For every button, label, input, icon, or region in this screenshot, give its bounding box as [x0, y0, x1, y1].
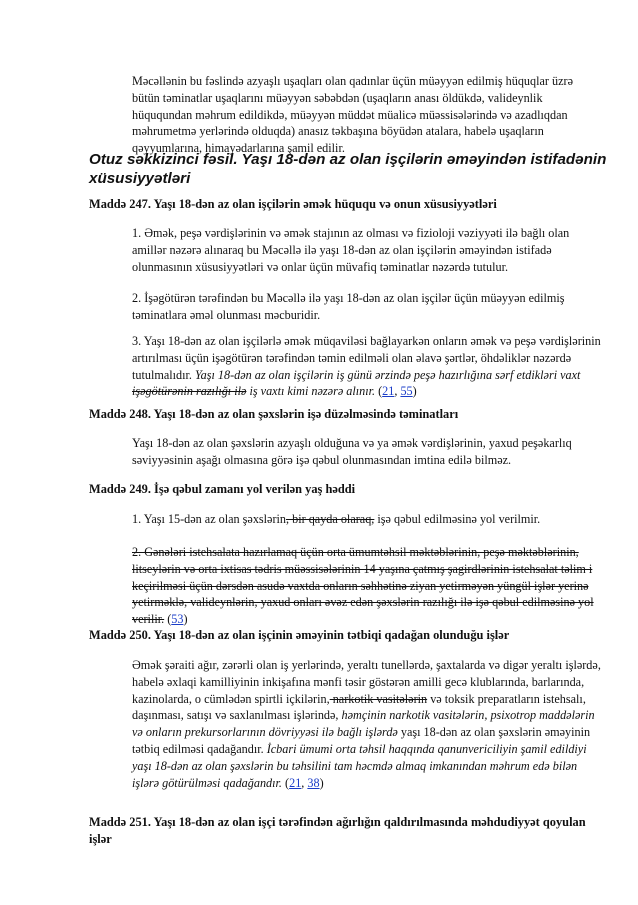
article-248-heading: Maddə 248. Yaşı 18-dən az olan şəxslərin işə düzəlməsində təminatları — [89, 407, 459, 421]
reference-link-38[interactable]: 38 — [307, 775, 320, 790]
article-250-p1-struck: narkotik vasitələrin — [329, 691, 428, 706]
article-247-heading: Maddə 247. Yaşı 18-dən az olan işçilərin əmək hüququ və onun xüsusiyyətləri — [89, 197, 497, 211]
ref-open: ( — [378, 384, 383, 399]
article-249-paragraph-2 — [132, 544, 602, 628]
article-249-p2-struck: 2. Gənələri istehsalata hazırlamaq üçün orta ümumtəhsil məktəblərinin, peşə məktəblərinin, litseylərin və orta ixtisas tədris müəssisələrinin 14 yaşına çatmış şagirdlərinin istehsalat təlim i keçirilməsi üçün dərsdən asudə vaxtda onların səhhətinə ziyan yetirməyən yüngül işlər yerinə yetirməklə, valideynlərin, yaxud onları əvəz edən şəxslərin razılığı ilə işə qəbul edilməsinə yol verilir. — [132, 545, 594, 627]
article-250-p1-italic-2: İcbari ümumi orta təhsil haqqında qanunvericiliyin şamil edildiyi yaşı 18-dən az olan şəxslərin bu təhsilini tam həcmdə almaq imkanından məhrum edə bilən işlərə götürülməsi qadağandır. — [132, 741, 587, 790]
article-247-p3-text: 3. Yaşı 18-dən az olan işçilərlə əmək müqaviləsi bağlayarkən onların əmək və peşə vərdişlərinin artırılması üçün işəgötürən tərəfindən təmin edilməli olan əlavə şərtlər, öhdəliklər nəzərdə tutulmalıdır. — [132, 334, 601, 382]
reference-link-21[interactable]: 21 — [382, 384, 395, 399]
reference-link-21[interactable]: 21 — [289, 775, 302, 790]
article-250-heading: Maddə 250. Yaşı 18-dən az olan işçinin əməyinin tətbiqi qadağan olunduğu işlər — [89, 628, 510, 642]
article-247-p3-italic: Yaşı 18-dən az olan işçilərin iş günü ərzində peşə hazırlığına sərf etdikləri vaxt — [194, 367, 581, 382]
chapter-title: Otuz səkkizinci fəsil. Yaşı 18-dən az olan işçilərin əməyindən istifadənin xüsusiyyətləri — [89, 151, 607, 187]
article-250-p1-text: Əmək şəraiti ağır, zərərli olan iş yerlərində, yeraltı tunellərdə, şaxtalarda və digər yeraltı işlərdə, habelə əxlaqi kamilliyinin inkişafına mənfi təsir göstərən amilli gecə klublarında, barlarında, kazinolarda, o cümlədən spirtli içkilərin, — [132, 658, 601, 706]
intro-paragraph: Məcəllənin bu fəslində azyaşlı uşaqları olan qadınlar üçün müəyyən edilmiş hüquqlar üzrə bütün təminatlar uşaqlarını müəyyən səbəbdən (uşaqların anası öldükdə, valideynlik hüququndan məhrum edildikdə, müəyyən müddət müalicə müəssisələrində və azadlıqdan məhrumetmə yerlərində olduqda) anasız təkbaşına böyüdən atalara, habelə uşaqların qəyyumlarına, himayədarlarına şamil edilir. — [132, 74, 573, 156]
reference-link-55[interactable]: 55 — [400, 384, 413, 399]
article-250-p1-text-2: və toksik preparatların istehsalı, daşınması, satışı və saxlanılması işlərində, — [132, 691, 586, 723]
article-249-p1-struck: , bir qayda olaraq, — [286, 512, 375, 526]
ref-separator: , — [394, 384, 401, 399]
article-251-heading: Maddə 251. Yaşı 18-dən az olan işçi tərəfindən ağırlığın qaldırılmasında məhdudiyyət qoyulan işlər — [89, 815, 586, 846]
article-247-p3-italic-end: iş vaxtı kimi nəzərə alınır. — [249, 384, 376, 399]
article-249-p1-text-end: işə qəbul edilməsinə yol verilmir. — [374, 512, 541, 526]
article-247-paragraph-2: 2. İşəgötürən tərəfindən bu Məcəllə ilə yaşı 18-dən az olan işçilər üçün müəyyən edilmiş təminatlara əməl olunması məcburidir. — [132, 291, 565, 322]
ref-close: ) — [183, 612, 188, 627]
article-247-paragraph-3 — [132, 333, 602, 400]
article-249-paragraph-1 — [132, 511, 602, 528]
ref-separator: , — [301, 775, 308, 790]
article-249-heading: Maddə 249. İşə qəbul zamanı yol verilən yaş həddi — [89, 482, 356, 496]
article-247-paragraph-1: 1. Əmək, peşə vərdişlərinin və əmək stajının az olması və fizioloji vəziyyəti ilə bağlı olan amillər nəzərə alınaraq bu Məcəllə ilə yaşı 18-dən az olan işçilərin əməyindən istifadə olunmasının xüsusiyyətləri və onlar üçün müvafiq təminatlar nəzərdə tutulur. — [132, 226, 570, 274]
article-250-paragraph — [132, 657, 602, 791]
article-250-p1-italic-1: həmçinin narkotik vasitələrin, psixotrop maddələrin və onların prekursorlarının dövriyyəsi ilə bağlı işlərdə — [132, 708, 595, 740]
ref-close: ) — [412, 384, 417, 399]
ref-open: ( — [281, 775, 290, 790]
article-249-p1-text: 1. Yaşı 15-dən az olan şəxslərin — [132, 512, 287, 526]
ref-open: ( — [164, 612, 172, 627]
article-247-p3-struck: işəgötürənin razılığı ilə — [132, 384, 247, 399]
article-250-p1-text-3: yaşı 18-dən az olan şəxslərin əməyinin tətbiq edilməsi qadağandır. — [132, 725, 591, 756]
article-248-paragraph: Yaşı 18-dən az olan şəxslərin azyaşlı olduğuna və ya əmək vərdişlərinin, yaxud peşəkarlıq səviyyəsinin aşağı olmasına görə işə qəbul olunmasından imtina edilə bilməz. — [132, 436, 572, 467]
reference-link-53[interactable]: 53 — [171, 612, 184, 627]
ref-close: ) — [319, 775, 324, 790]
